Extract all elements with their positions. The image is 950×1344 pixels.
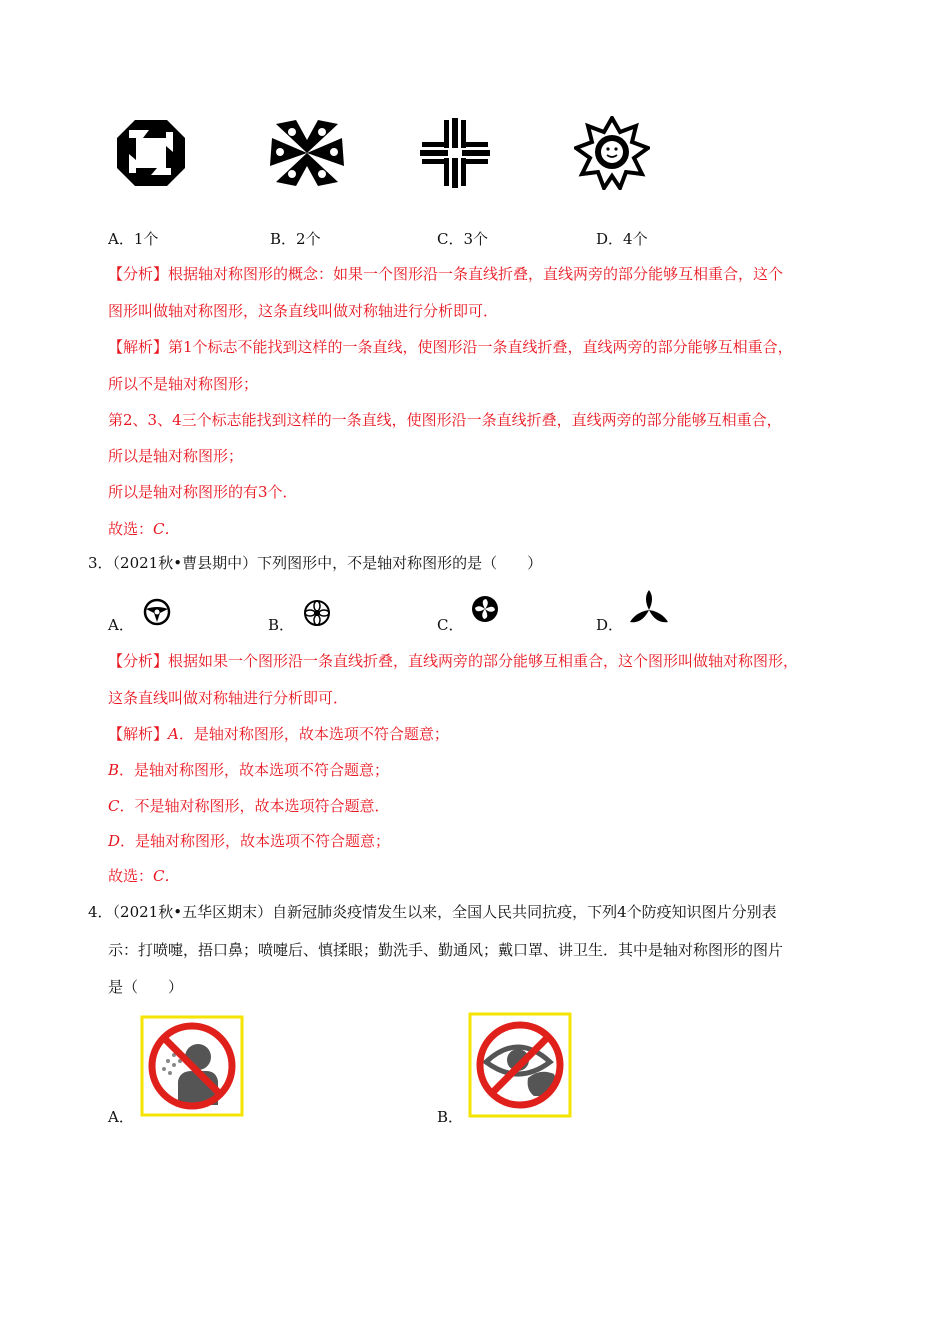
q3-analysis-line-2: 这条直线叫做对称轴进行分析即可． — [108, 689, 349, 707]
q3-option-a-label: A． — [108, 616, 134, 634]
q4-question-line-2: 示：打喷嚏，捂口鼻；喷嚏后、慎揉眼；勤洗手、勤通风；戴口罩、讲卫生．其中是轴对称图形的图片 — [108, 941, 784, 959]
q3-sol-a-letter: A — [168, 725, 179, 743]
q3-three-leaf-icon — [628, 590, 670, 628]
q3-steering-wheel-icon — [142, 598, 172, 626]
q3-sol-a-text: ．是轴对称图形，故本选项不符合题意； — [178, 725, 449, 743]
q4-no-sneeze-sign-icon — [140, 1015, 244, 1117]
q3-analysis-line-1 — [108, 651, 798, 671]
q3-sol-b-letter: B — [108, 761, 120, 779]
q4-question-line-3: 是（ ） — [108, 978, 184, 996]
q2-option-a: A．1个 — [108, 230, 159, 248]
q3-sol-d-text: ．是轴对称图形，故本选项不符合题意； — [120, 832, 391, 850]
q2-analysis-tag: 【分析】 — [108, 265, 169, 283]
logo-1-octagon — [115, 118, 187, 188]
q3-option-c-label: C． — [437, 616, 464, 634]
q2-solution-line-2: 所以不是轴对称图形； — [108, 375, 259, 393]
q2-option-b: B．2个 — [270, 230, 321, 248]
q4-option-a-label: A． — [108, 1108, 134, 1126]
q2-answer-prefix: 故选： — [108, 520, 154, 538]
q4-no-rub-eyes-sign-icon — [468, 1012, 572, 1118]
q3-analysis-tag: 【分析】 — [108, 652, 169, 670]
q3-sol-c-text: ．不是轴对称图形，故本选项符合题意． — [119, 797, 390, 815]
q2-solution-text: 第1个标志不能找到这样的一条直线，使图形沿一条直线折叠，直线两旁的部分能够互相重合， — [168, 338, 793, 356]
q4-question-line-1: 4．（2021秋•五华区期末）自新冠肺炎疫情发生以来，全国人民共同抗疫，下列4个防疫知识图片分别表 — [88, 903, 777, 921]
q3-solution-c — [108, 796, 390, 816]
q3-answer-prefix: 故选： — [108, 867, 154, 885]
q3-sol-b-text: ．是轴对称图形，故本选项不符合题意； — [119, 761, 390, 779]
q2-solution-line-3: 第2、3、4三个标志能找到这样的一条直线，使图形沿一条直线折叠，直线两旁的部分能够互相重合， — [108, 411, 782, 429]
q2-option-c: C．3个 — [437, 230, 489, 248]
q2-answer-letter: C． — [153, 520, 180, 538]
q3-solution-d — [108, 831, 390, 851]
q3-question: 3．（2021秋•曹县期中）下列图形中，不是轴对称图形的是（ ） — [88, 554, 543, 572]
q2-option-d: D．4个 — [596, 230, 648, 248]
q2-answer — [108, 519, 180, 539]
q2-analysis-line-1 — [108, 264, 783, 284]
q2-analysis-line-2: 图形叫做轴对称图形，这条直线叫做对称轴进行分析即可． — [108, 302, 499, 320]
q3-pinwheel-icon — [470, 594, 500, 624]
logo-3-cross — [420, 118, 490, 188]
logo-4-sun-star — [574, 116, 650, 190]
q3-analysis-text: 根据如果一个图形沿一条直线折叠，直线两旁的部分能够互相重合，这个图形叫做轴对称图形， — [168, 652, 799, 670]
logo-2-knot — [268, 118, 346, 188]
q3-option-d-label: D． — [596, 616, 624, 634]
q3-answer-letter: C． — [153, 867, 180, 885]
q3-solution-tag: 【解析】 — [108, 725, 169, 743]
q3-sol-d-letter: D — [108, 832, 121, 850]
q2-solution-line-4: 所以是轴对称图形； — [108, 447, 244, 465]
q2-solution-line-5: 所以是轴对称图形的有3个． — [108, 483, 298, 501]
q2-solution-tag: 【解析】 — [108, 338, 169, 356]
q2-solution-line-1 — [108, 337, 793, 357]
q3-option-b-label: B． — [268, 616, 295, 634]
q3-solution-b — [108, 760, 389, 780]
q2-analysis-text: 根据轴对称图形的概念：如果一个图形沿一条直线折叠，直线两旁的部分能够互相重合，这个 — [168, 265, 784, 283]
q3-flower-icon — [302, 598, 332, 628]
q3-sol-c-letter: C — [108, 797, 120, 815]
q3-solution-a — [108, 724, 449, 744]
q4-option-b-label: B． — [437, 1108, 464, 1126]
q3-answer — [108, 866, 180, 886]
